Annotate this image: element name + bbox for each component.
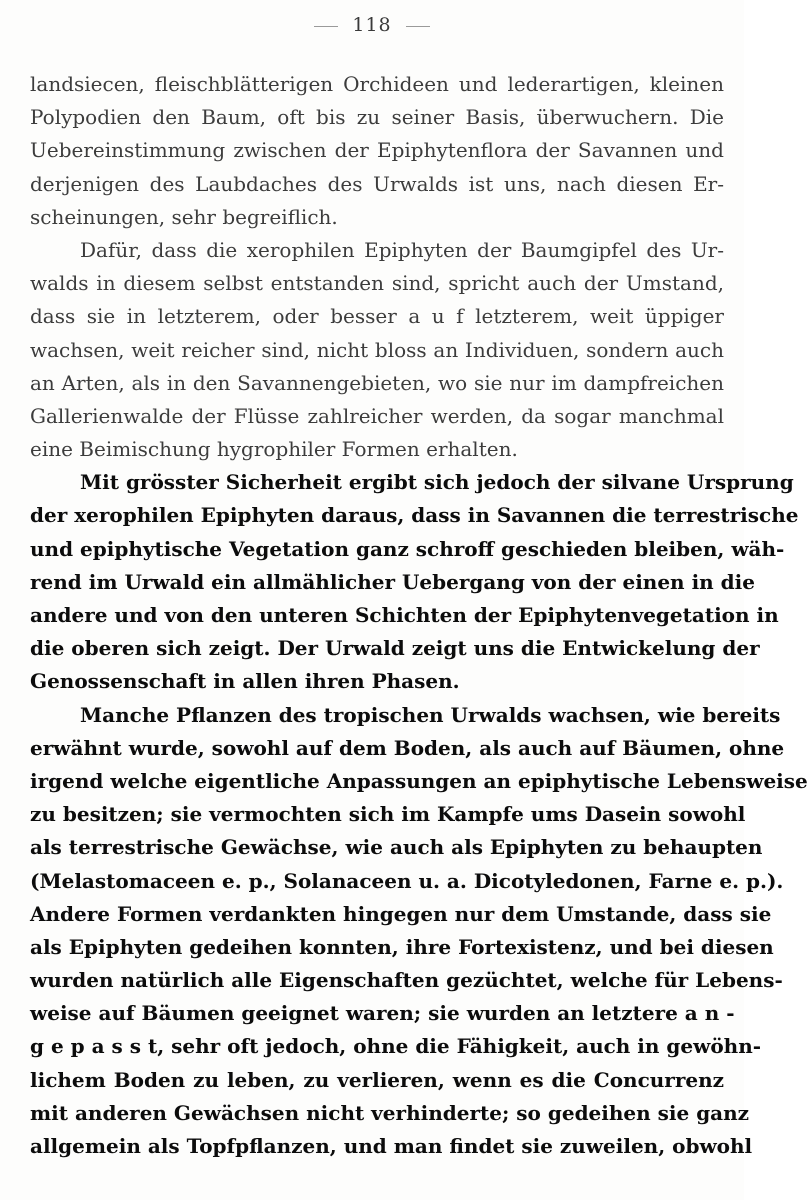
text-line: als terrestrische Gewächse, wie auch als Epiphyten zu behaupten (30, 835, 763, 860)
text-line: wachsen, weit reicher sind, nicht bloss an Individuen, sondern auch (30, 337, 724, 362)
text-line: allgemein als Topfpflanzen, und man findet sie zuweilen, obwohl (30, 1134, 753, 1158)
text-line: Gallerienwalde der Flüsse zahlreicher werden, da sogar manchmal (30, 403, 724, 428)
text-line: Polypodien den Baum, oft bis zu seiner Basis, überwuchern. Die (30, 105, 724, 130)
text-line: dass sie in letzterem, oder besser a u f letzterem, weit üppiger (30, 304, 724, 329)
text-line: irgend welche eigentliche Anpassungen an epiphytische Lebensweise (30, 768, 808, 793)
text-line: lichem Boden zu leben, zu verlieren, wenn es die Concurrenz (30, 1067, 724, 1092)
text-line: Dafür, dass die xerophilen Epiphyten der Baumgipfel des Ur- (80, 237, 724, 262)
text-line: rend im Urwald ein allmählicher Uebergang von der einen in die (30, 569, 755, 594)
text-line: eine Beimischung hygrophiler Formen erhalten. (30, 437, 518, 462)
text-line: an Arten, als in den Savannengebieten, wo sie nur im dampfreichen (30, 370, 724, 395)
text-line: Mit grösster Sicherheit ergibt sich jedoch der silvane Ursprung (80, 470, 794, 495)
text-line: Manche Pflanzen des tropischen Urwalds wachsen, wie bereits (80, 702, 781, 727)
text-line: zu besitzen; sie vermochten sich im Kampfe ums Dasein sowohl (30, 802, 746, 827)
text-line: erwähnt wurde, sowohl auf dem Boden, als auch auf Bäumen, ohne (30, 735, 785, 760)
page-header (0, 14, 744, 36)
text-line: weise auf Bäumen geeignet waren; sie wurden an letztere a n - (30, 1001, 735, 1026)
text-line: der xerophilen Epiphyten daraus, dass in Savannen die terrestrische (30, 503, 799, 528)
text-line: als Epiphyten gedeihen konnten, ihre Fortexistenz, und bei diesen (30, 934, 774, 959)
text-line: (Melastomaceen e. p., Solanaceen u. a. Dicotyledonen, Farne e. p.). (30, 868, 784, 893)
text-line: mit anderen Gewächsen nicht verhinderte; so gedeihen sie ganz (30, 1100, 750, 1125)
body-text (30, 68, 808, 1163)
text-line: derjenigen des Laubdaches des Urwalds ist uns, nach diesen Er- (30, 171, 724, 196)
text-line: Uebereinstimmung zwischen der Epiphytenflora der Savannen und (30, 138, 724, 163)
text-line: scheinungen, sehr begreiflich. (30, 204, 338, 229)
text-line: die oberen sich zeigt. Der Urwald zeigt uns die Entwickelung der (30, 636, 760, 661)
page-number: 118 (352, 14, 392, 36)
text-line: andere und von den unteren Schichten der Epiphytenvegetation in (30, 603, 779, 627)
text-line: Andere Formen verdankten hingegen nur dem Umstande, dass sie (30, 901, 772, 926)
header-dash-right (406, 26, 430, 27)
text-line: landsiecen, fleischblätterigen Orchideen und lederartigen, kleinen (30, 72, 724, 96)
header-dash-left (314, 26, 338, 27)
text-line: wurden natürlich alle Eigenschaften gezüchtet, welche für Lebens- (30, 968, 783, 993)
text-line: g e p a s s t, sehr oft jedoch, ohne die Fähigkeit, auch in gewöhn- (30, 1034, 762, 1059)
text-line: Genossenschaft in allen ihren Phasen. (30, 669, 460, 694)
text-line: und epiphytische Vegetation ganz schroff geschieden bleiben, wäh- (30, 536, 785, 561)
text-line: walds in diesem selbst entstanden sind, spricht auch der Umstand, (30, 271, 724, 296)
